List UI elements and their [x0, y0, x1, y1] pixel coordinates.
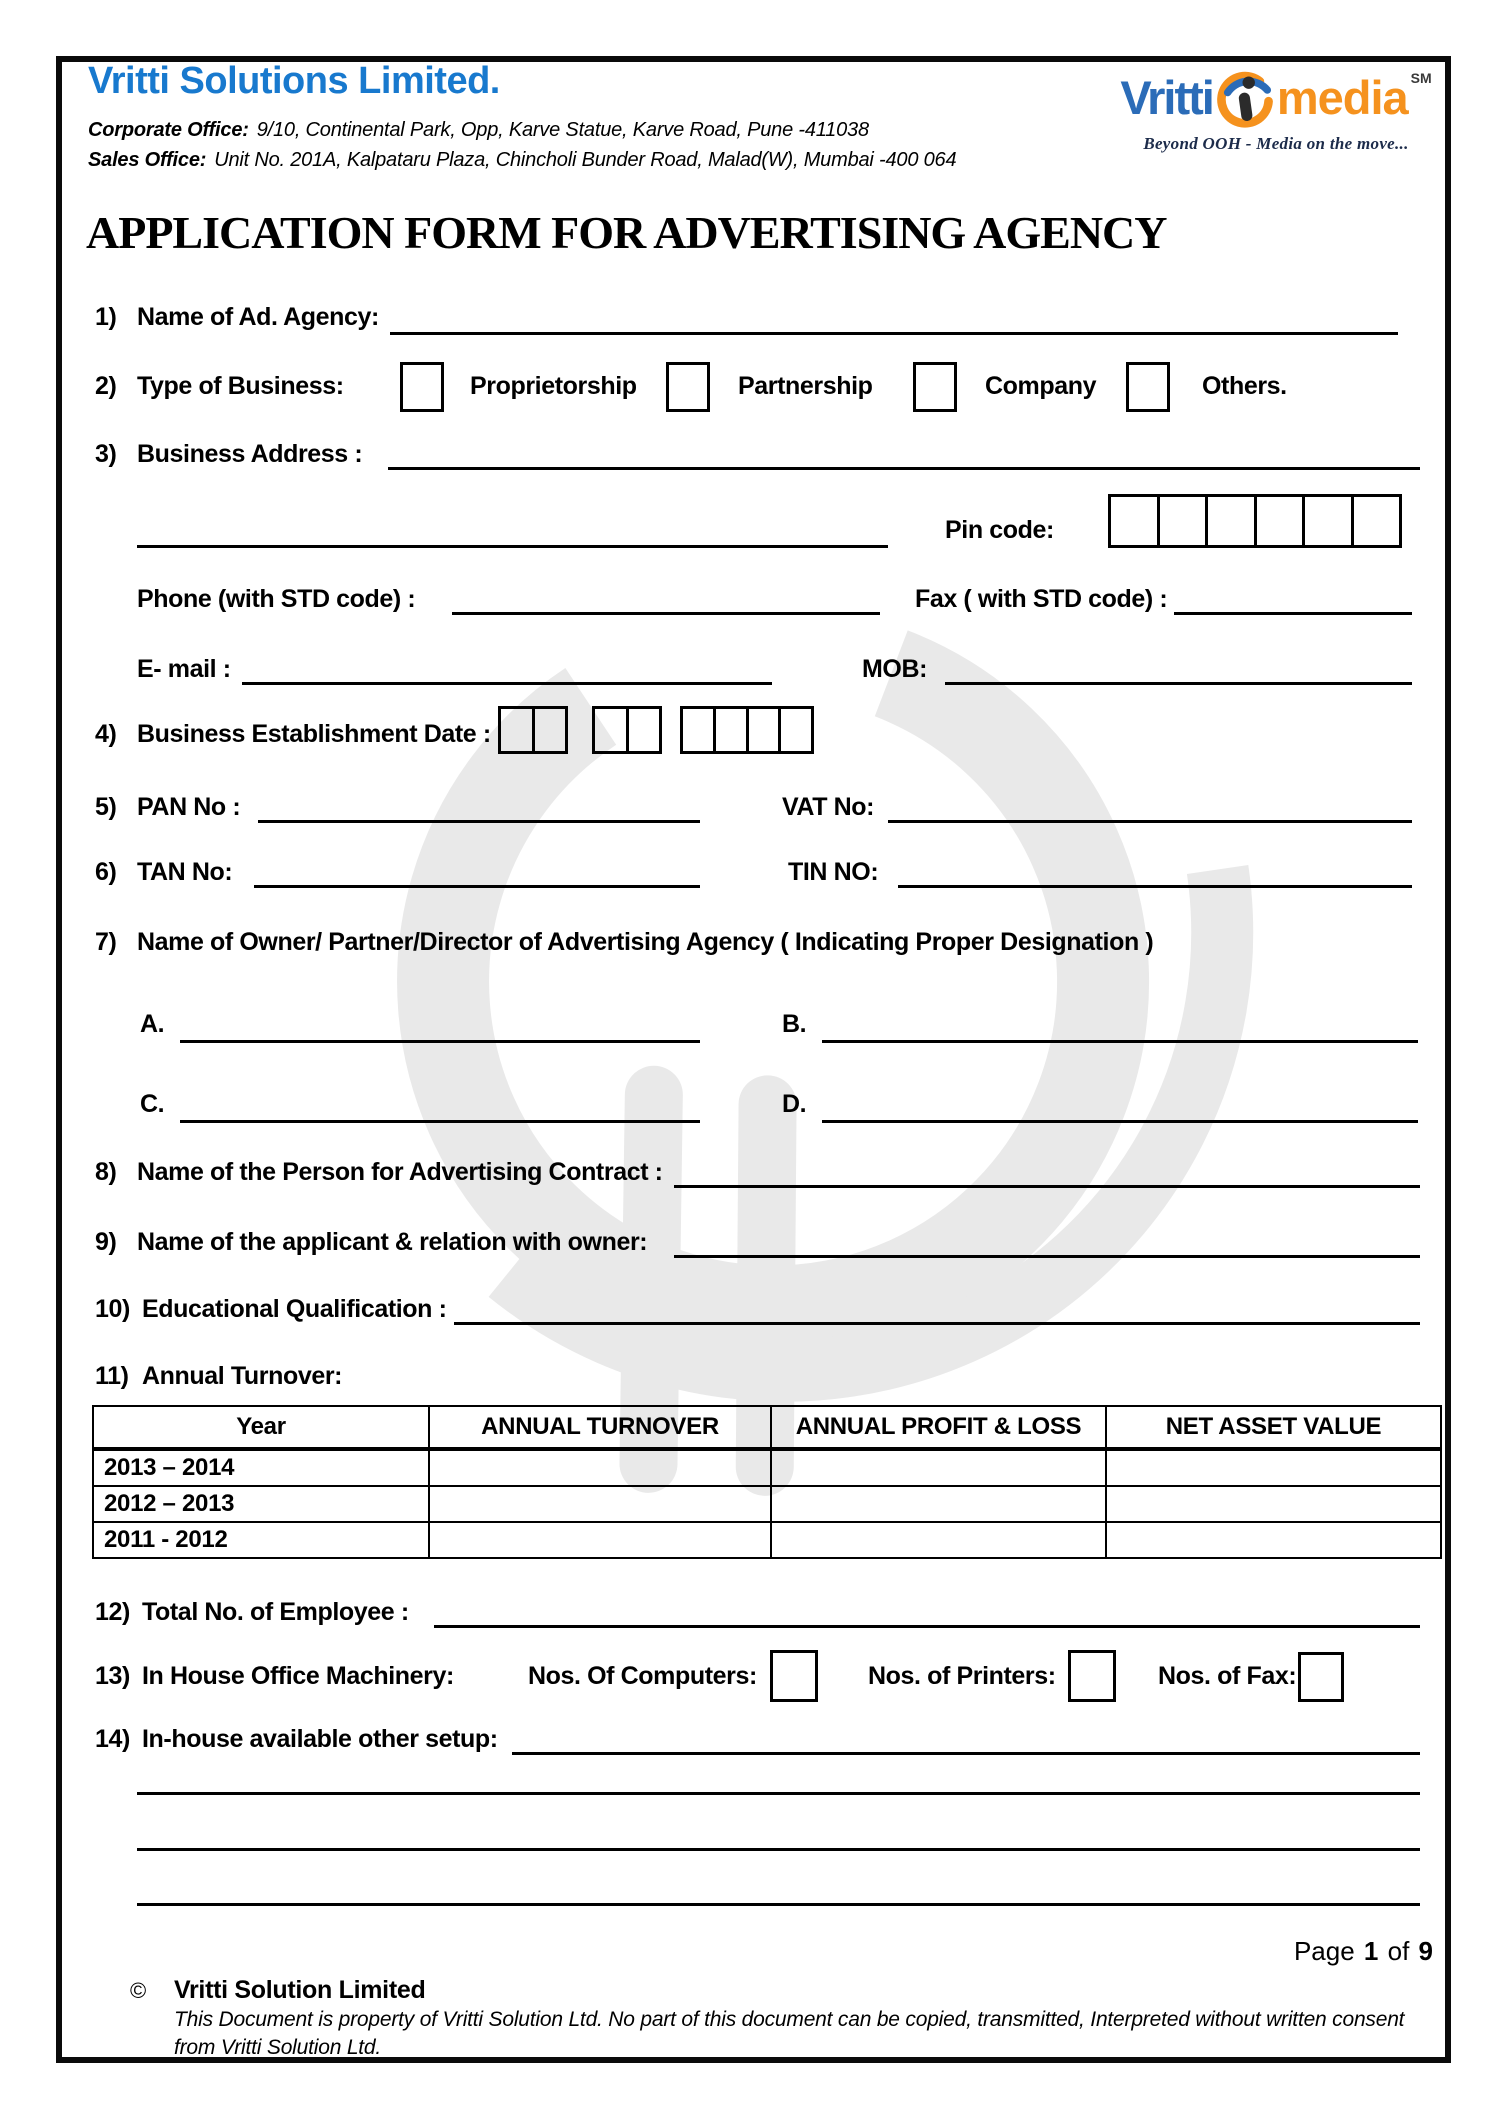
date-year-cell[interactable] [778, 709, 811, 751]
email-line[interactable] [242, 682, 772, 685]
printers-count-box[interactable] [1068, 1650, 1116, 1702]
printers-count-label: Nos. of Printers: [868, 1662, 1056, 1690]
footer-company-name: Vritti Solution Limited [174, 1976, 426, 2004]
other-setup-line-1[interactable] [512, 1752, 1420, 1755]
year-cell: 2011 - 2012 [93, 1522, 429, 1558]
checkbox-partnership[interactable] [666, 362, 710, 412]
computers-count-box[interactable] [770, 1650, 818, 1702]
date-month-boxes [592, 706, 662, 754]
vritti-media-logo-icon [1214, 68, 1276, 132]
date-year-boxes [680, 706, 814, 754]
date-year-cell[interactable] [746, 709, 779, 751]
sales-office-line [88, 149, 956, 172]
field10-number: 10) [95, 1295, 130, 1323]
other-setup-line-2[interactable] [137, 1792, 1420, 1795]
date-day-cell[interactable] [501, 709, 532, 751]
field11-number: 11) [95, 1362, 129, 1390]
option-proprietorship-label: Proprietorship [470, 372, 637, 400]
option-company-label: Company [985, 372, 1097, 400]
table-cell[interactable] [1106, 1449, 1441, 1486]
table-cell[interactable] [1106, 1486, 1441, 1522]
entry-a-label: A. [140, 1010, 165, 1038]
logo-word-vritti: Vritti [1120, 71, 1213, 124]
field12-number: 12) [95, 1598, 130, 1626]
fax-count-label: Nos. of Fax: [1158, 1662, 1297, 1690]
copyright-icon: © [130, 1978, 147, 2003]
pan-line[interactable] [258, 820, 700, 823]
form-title: APPLICATION FORM FOR ADVERTISING AGENCY [86, 207, 1167, 258]
col-header-annual-profit-loss: ANNUAL PROFIT & LOSS [771, 1406, 1106, 1449]
date-year-cell[interactable] [713, 709, 746, 751]
field7-number: 7) [95, 928, 117, 956]
pin-code-cell[interactable] [1205, 497, 1254, 545]
date-month-cell[interactable] [595, 709, 626, 751]
pin-code-boxes [1108, 494, 1402, 548]
checkbox-others[interactable] [1126, 362, 1170, 412]
sales-office-label: Sales Office: [88, 149, 207, 171]
entry-a-line[interactable] [180, 1040, 700, 1043]
col-header-annual-turnover: ANNUAL TURNOVER [429, 1406, 771, 1449]
field3-number: 3) [95, 440, 117, 468]
field8-number: 8) [95, 1158, 117, 1186]
annual-turnover-table [92, 1405, 1442, 1559]
vat-label: VAT No: [782, 793, 875, 821]
educational-qualification-line[interactable] [454, 1322, 1420, 1325]
field9-number: 9) [95, 1228, 117, 1256]
field10-label: Educational Qualification : [142, 1295, 447, 1323]
corporate-office-value: 9/10, Continental Park, Opp, Karve Statue, Karve Road, Pune -411038 [256, 119, 869, 141]
mob-line[interactable] [945, 682, 1412, 685]
field7-label: Name of Owner/ Partner/Director of Advertising Agency ( Indicating Proper Designation ) [137, 928, 1154, 956]
field13-label: In House Office Machinery: [142, 1662, 454, 1690]
email-label: E- mail : [137, 655, 231, 683]
pin-code-cell[interactable] [1254, 497, 1303, 545]
phone-line[interactable] [452, 612, 880, 615]
pin-code-label: Pin code: [945, 516, 1054, 544]
table-row [93, 1522, 1441, 1558]
vritti-media-logo [1108, 68, 1444, 154]
advertising-contract-person-line[interactable] [674, 1185, 1420, 1188]
option-partnership-label: Partnership [738, 372, 873, 400]
sales-office-value: Unit No. 201A, Kalpataru Plaza, Chincholi Bunder Road, Malad(W), Mumbai -400 064 [214, 149, 957, 171]
date-day-boxes [498, 706, 568, 754]
field6-number: 6) [95, 858, 117, 886]
pan-label: PAN No : [137, 793, 241, 821]
business-address-line-1[interactable] [388, 467, 1420, 470]
checkbox-company[interactable] [913, 362, 957, 412]
table-row [93, 1449, 1441, 1486]
page-of-label: of [1387, 1936, 1410, 1966]
entry-d-line[interactable] [822, 1120, 1418, 1123]
field4-label: Business Establishment Date : [137, 720, 491, 748]
applicant-relation-line[interactable] [674, 1255, 1420, 1258]
col-header-net-asset-value: NET ASSET VALUE [1106, 1406, 1441, 1449]
entry-d-label: D. [782, 1090, 807, 1118]
tan-line[interactable] [254, 885, 700, 888]
corporate-office-label: Corporate Office: [88, 119, 249, 141]
phone-label: Phone (with STD code) : [137, 585, 416, 613]
col-header-year: Year [93, 1406, 429, 1449]
pin-code-cell[interactable] [1351, 497, 1400, 545]
field14-number: 14) [95, 1725, 130, 1753]
field9-label: Name of the applicant & relation with owner: [137, 1228, 648, 1256]
table-row [93, 1486, 1441, 1522]
field13-number: 13) [95, 1662, 130, 1690]
field3-label: Business Address : [137, 440, 363, 468]
year-cell: 2013 – 2014 [93, 1449, 429, 1486]
table-cell[interactable] [429, 1449, 771, 1486]
checkbox-proprietorship[interactable] [400, 362, 444, 412]
pin-code-cell[interactable] [1302, 497, 1351, 545]
page-number [1100, 1936, 1435, 1967]
field12-label: Total No. of Employee : [142, 1598, 409, 1626]
year-cell: 2012 – 2013 [93, 1486, 429, 1522]
ad-agency-name-line[interactable] [390, 332, 1398, 335]
logo-tagline: Beyond OOH - Media on the move... [1143, 134, 1409, 153]
mob-label: MOB: [862, 655, 928, 683]
corporate-office-line [88, 119, 869, 142]
tin-line[interactable] [898, 885, 1412, 888]
page-number-value: 1 [1363, 1936, 1379, 1966]
page-total-value: 9 [1418, 1936, 1433, 1966]
tin-label: TIN NO: [788, 858, 879, 886]
table-cell[interactable] [771, 1449, 1106, 1486]
option-others-label: Others. [1202, 372, 1287, 400]
field14-label: In-house available other setup: [142, 1725, 498, 1753]
logo-word-media: media [1276, 71, 1408, 124]
table-cell[interactable] [429, 1486, 771, 1522]
other-setup-line-4[interactable] [137, 1903, 1420, 1906]
tan-label: TAN No: [137, 858, 233, 886]
field2-label: Type of Business: [137, 372, 344, 400]
fax-count-box[interactable] [1298, 1652, 1344, 1702]
field8-label: Name of the Person for Advertising Contract : [137, 1158, 663, 1186]
table-cell[interactable] [771, 1486, 1106, 1522]
entry-c-label: C. [140, 1090, 165, 1118]
field11-label: Annual Turnover: [142, 1362, 343, 1390]
other-setup-line-3[interactable] [137, 1848, 1420, 1851]
entry-b-line[interactable] [822, 1040, 1418, 1043]
computers-count-label: Nos. Of Computers: [528, 1662, 757, 1690]
logo-sm-mark: SM [1410, 70, 1432, 86]
field5-number: 5) [95, 793, 117, 821]
footer-notice: This Document is property of Vritti Solution Ltd. No part of this document can be copied, transmitted, Interpreted without written consent from Vritti Solution Ltd. [174, 2008, 1405, 2059]
fax-label: Fax ( with STD code) : [915, 585, 1168, 613]
date-month-cell[interactable] [626, 709, 660, 751]
fax-line[interactable] [1174, 612, 1412, 615]
entry-b-label: B. [782, 1010, 807, 1038]
business-address-line-2[interactable] [137, 545, 888, 548]
page-label: Page [1293, 1936, 1355, 1966]
field4-number: 4) [95, 720, 117, 748]
vat-line[interactable] [888, 820, 1412, 823]
table-header-row [93, 1406, 1441, 1449]
pin-code-cell[interactable] [1157, 497, 1206, 545]
table-cell[interactable] [429, 1522, 771, 1558]
field1-label: Name of Ad. Agency: [137, 303, 379, 331]
field1-number: 1) [95, 303, 117, 331]
company-name: Vritti Solutions Limited. [88, 60, 500, 102]
field2-number: 2) [95, 372, 117, 400]
date-year-cell[interactable] [683, 709, 713, 751]
date-day-cell[interactable] [532, 709, 566, 751]
table-cell[interactable] [1106, 1522, 1441, 1558]
pin-code-cell[interactable] [1111, 497, 1157, 545]
total-employee-line[interactable] [434, 1625, 1420, 1628]
table-cell[interactable] [771, 1522, 1106, 1558]
entry-c-line[interactable] [180, 1120, 700, 1123]
